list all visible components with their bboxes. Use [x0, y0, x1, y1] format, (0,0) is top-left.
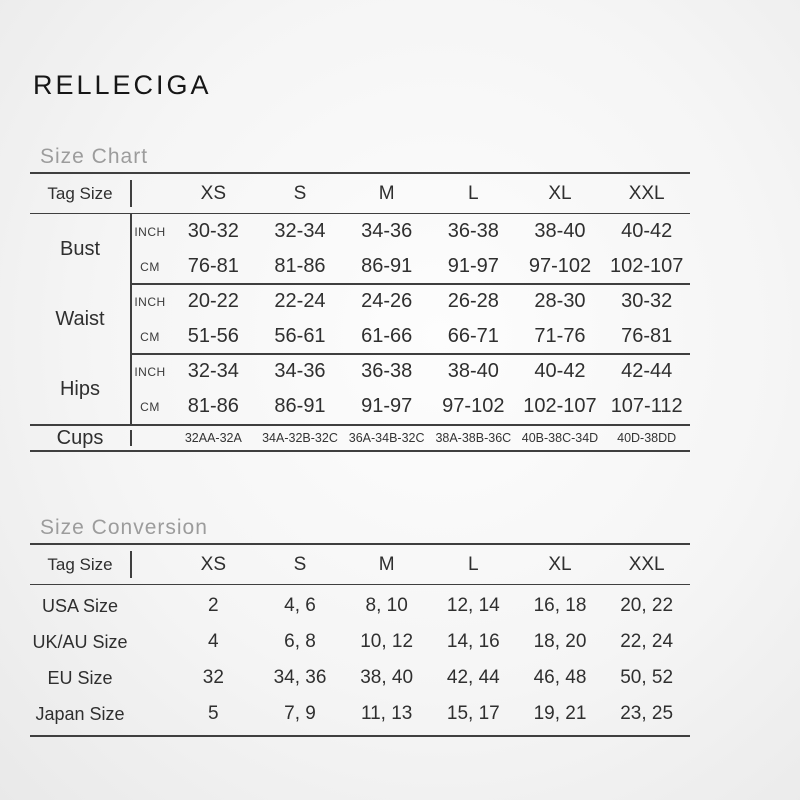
measurement-cell: 32-34: [274, 220, 326, 242]
conversion-cell: 10, 12: [360, 631, 414, 652]
measurement-cell: 34-36: [361, 220, 413, 242]
measurement-cell: 91-97: [361, 395, 413, 417]
measurement-cell: 34-36: [274, 360, 326, 382]
conversion-cell: 12, 14: [446, 595, 500, 616]
measurement-cell: 71-76: [534, 325, 586, 347]
conversion-cell: 11, 13: [360, 703, 413, 724]
size-chart-title: Size Chart: [40, 145, 149, 168]
conversion-cell: 8, 10: [365, 595, 408, 616]
conversion-cell: 7, 9: [284, 703, 316, 724]
measurement-cell: 102-107: [609, 255, 684, 277]
size-header-cell: XS: [200, 182, 226, 204]
cups-row: [30, 424, 690, 452]
measurement-cell: 36-38: [447, 220, 499, 242]
conversion-body: [30, 585, 690, 737]
conversion-row-japan: [30, 696, 690, 732]
conversion-cell: 32: [202, 667, 224, 688]
size-header-cell: XL: [548, 182, 572, 204]
measurement-cell: 26-28: [447, 290, 499, 312]
measurement-cell: 76-81: [621, 325, 673, 347]
measurement-cell: 81-86: [187, 395, 239, 417]
conversion-row-ukau: [30, 624, 690, 660]
size-chart-header-row: [30, 174, 690, 214]
measurement-cell: 20-22: [187, 290, 239, 312]
size-conversion-table: [30, 543, 690, 737]
conversion-row-usa: [30, 588, 690, 624]
hips-inch-row: [130, 354, 690, 389]
measurement-cell: 102-107: [523, 395, 597, 417]
conversion-cell: 20, 22: [620, 595, 674, 616]
cups-cell: 36A-34B-32C: [348, 431, 425, 445]
inch-unit-label: INCH: [134, 364, 166, 379]
measurement-cell: 32-34: [187, 360, 239, 382]
measurement-cell: 38-40: [447, 360, 499, 382]
measurement-cell: 81-86: [274, 255, 326, 277]
size-conversion-section: [30, 515, 690, 737]
measurement-cell: 76-81: [187, 255, 239, 277]
conversion-header-row: [30, 545, 690, 585]
cm-unit-label: CM: [140, 399, 160, 414]
measurement-cell: 22-24: [274, 290, 326, 312]
size-conversion-title: Size Conversion: [40, 516, 208, 539]
size-header-cell: L: [468, 182, 479, 204]
measurement-cell: 97-102: [442, 395, 505, 417]
measurement-cell: 91-97: [447, 255, 499, 277]
cups-label: Cups: [56, 426, 104, 449]
conversion-cell: 16, 18: [533, 595, 587, 616]
conversion-cell: 42, 44: [446, 667, 500, 688]
measurement-cell: 51-56: [187, 325, 239, 347]
bust-cm-row: [130, 249, 690, 284]
row-label: Bust: [59, 237, 101, 260]
measurement-cell: 30-32: [187, 220, 239, 242]
measurement-cell: 66-71: [447, 325, 499, 347]
conversion-cell: 46, 48: [533, 667, 587, 688]
measurement-cell: 30-32: [621, 290, 673, 312]
conversion-row-label: Japan Size: [35, 703, 125, 724]
measurement-cell: 40-42: [534, 360, 586, 382]
size-header-cell: S: [293, 553, 307, 575]
size-header-cell: XXL: [628, 182, 665, 204]
bust-inch-row: [130, 214, 690, 249]
conversion-row-label: UK/AU Size: [32, 631, 128, 652]
measurement-cell: 38-40: [534, 220, 586, 242]
size-chart-body: [30, 214, 690, 424]
conversion-cell: 4: [208, 631, 219, 652]
tag-size-header: Tag Size: [47, 183, 113, 203]
size-header-cell: L: [468, 553, 479, 575]
cups-cell: 40B-38C-34D: [521, 431, 599, 445]
cups-cell: 34A-32B-32C: [262, 431, 338, 445]
conversion-cell: 15, 17: [446, 703, 500, 724]
size-chart-table: [30, 172, 690, 452]
measurement-cell: 28-30: [534, 290, 586, 312]
cm-unit-label: CM: [140, 259, 160, 274]
size-header-cell: M: [378, 182, 395, 204]
conversion-row-eu: [30, 660, 690, 696]
conversion-cell: 2: [208, 595, 219, 616]
conversion-cell: 22, 24: [620, 631, 674, 652]
inch-unit-label: INCH: [134, 294, 166, 309]
size-chart-section: [30, 144, 690, 452]
section-waist: [30, 284, 690, 354]
conversion-cell: 6, 8: [284, 631, 316, 652]
tag-size-header: Tag Size: [47, 554, 113, 574]
measurement-cell: 61-66: [361, 325, 413, 347]
hips-cm-row: [130, 389, 690, 424]
measurement-cell: 56-61: [274, 325, 326, 347]
measurement-cell: 107-112: [610, 395, 683, 417]
conversion-cell: 34, 36: [273, 667, 327, 688]
conversion-cell: 50, 52: [620, 667, 674, 688]
conversion-row-label: EU Size: [47, 667, 113, 688]
inch-unit-label: INCH: [134, 224, 166, 239]
conversion-cell: 19, 21: [533, 703, 587, 724]
brand-logo: RELLECIGA: [33, 70, 212, 100]
cm-unit-label: CM: [140, 329, 160, 344]
size-header-cell: M: [378, 553, 395, 575]
measurement-cell: 97-102: [528, 255, 592, 277]
size-header-cell: S: [293, 182, 307, 204]
conversion-cell: 18, 20: [533, 631, 587, 652]
conversion-cell: 38, 40: [360, 667, 414, 688]
section-bust: [30, 214, 690, 284]
cups-cell: 32AA-32A: [184, 431, 242, 445]
conversion-cell: 4, 6: [284, 595, 316, 616]
cups-cell: 40D-38DD: [617, 431, 677, 445]
measurement-cell: 40-42: [621, 220, 673, 242]
size-header-cell: XXL: [628, 553, 665, 575]
size-header-cell: XS: [200, 553, 226, 575]
conversion-cell: 23, 25: [620, 703, 674, 724]
waist-cm-row: [130, 319, 690, 354]
size-header-cell: XL: [548, 553, 572, 575]
conversion-cell: 5: [208, 703, 219, 724]
measurement-cell: 86-91: [361, 255, 413, 277]
row-label: Waist: [55, 307, 105, 330]
waist-inch-row: [130, 284, 690, 319]
measurement-cell: 86-91: [274, 395, 326, 417]
measurement-cell: 42-44: [621, 360, 673, 382]
cups-cell: 38A-38B-36C: [435, 431, 512, 445]
row-label: Hips: [59, 377, 100, 400]
section-hips: [30, 354, 690, 424]
measurement-cell: 36-38: [361, 360, 413, 382]
measurement-cell: 24-26: [361, 290, 413, 312]
conversion-cell: 14, 16: [446, 631, 500, 652]
conversion-row-label: USA Size: [41, 595, 119, 616]
